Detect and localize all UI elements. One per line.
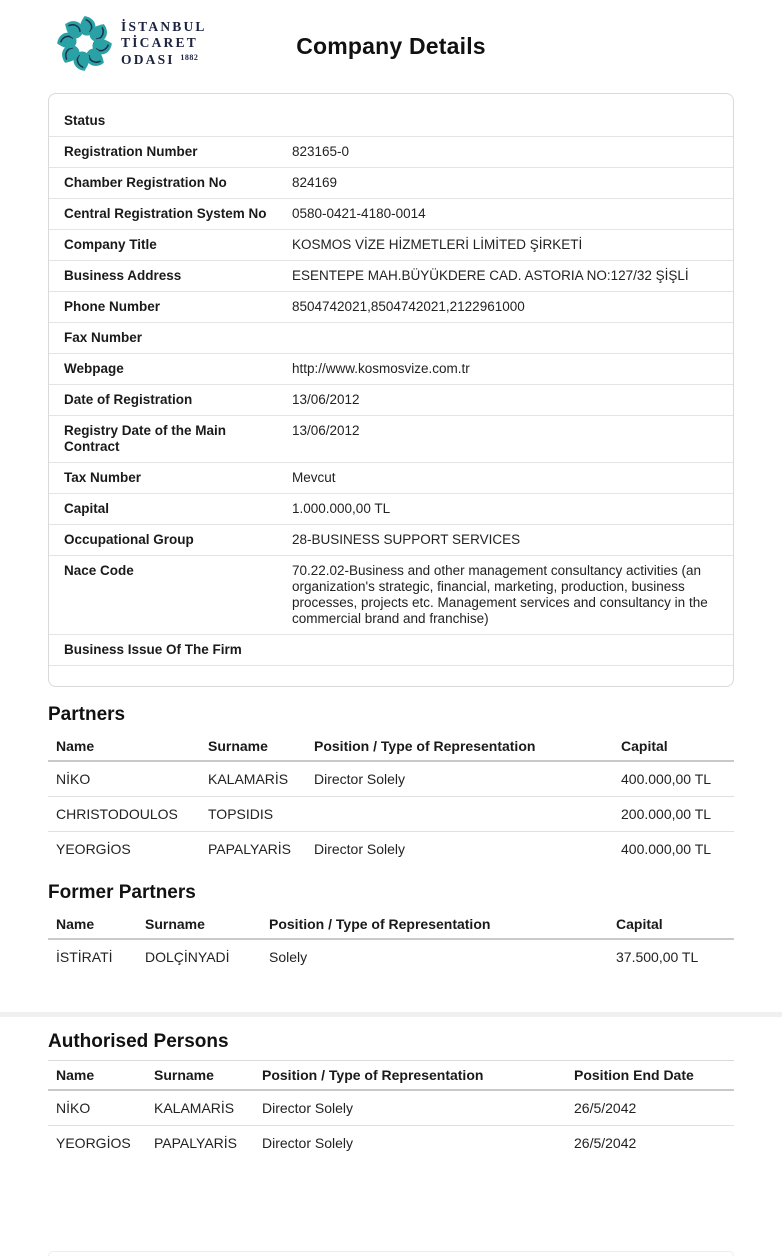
details-label: Webpage: [64, 361, 124, 376]
cell-capital: 200.000,00 TL: [621, 806, 712, 822]
page-break-divider: [0, 1012, 782, 1017]
table-row: [48, 1091, 734, 1126]
details-label: Occupational Group: [64, 532, 194, 547]
details-row: [49, 261, 733, 292]
logo-line-3: ODASI $^{1882}$: [121, 52, 199, 68]
table-row: [48, 940, 734, 974]
header: [0, 0, 782, 93]
page-title: Company Details: [296, 33, 486, 59]
details-row: [49, 525, 733, 556]
details-label: Central Registration System No: [64, 206, 267, 221]
details-row: [49, 494, 733, 525]
details-label: Chamber Registration No: [64, 175, 227, 190]
cell-name: YEORGİOS: [56, 1135, 131, 1151]
column-header-position: Position / Type of Representation: [314, 738, 536, 754]
details-row: [49, 556, 733, 635]
details-label: Status: [64, 113, 106, 128]
details-label: Fax Number: [64, 330, 143, 345]
details-label: Capital: [64, 501, 110, 516]
column-header-position: Position / Type of Representation: [262, 1067, 484, 1083]
cell-position: Director Solely: [262, 1135, 354, 1151]
cell-capital: 400.000,00 TL: [621, 771, 712, 787]
column-header-position-end-date: Position End Date: [574, 1067, 694, 1083]
details-value: 0580-0421-4180-0014: [292, 206, 426, 221]
details-value: 13/06/2012: [292, 392, 360, 407]
logo-year: 1882: [180, 53, 199, 63]
details-row: [49, 106, 733, 137]
cell-position: Director Solely: [314, 771, 406, 787]
logo-line-1: İSTANBUL: [121, 19, 207, 35]
former-partners-table-header-row: [48, 910, 734, 940]
table-row: [48, 797, 734, 832]
cell-surname: DOLÇİNYADİ: [145, 949, 230, 965]
details-value: KOSMOS VİZE HİZMETLERİ LİMİTED ŞİRKETİ: [292, 237, 583, 252]
cell-name: NİKO: [56, 771, 91, 787]
details-row: [49, 292, 733, 323]
partners-table-header-row: [48, 732, 734, 762]
column-header-capital: Capital: [621, 738, 668, 754]
former-partners-table: [48, 910, 734, 974]
details-row: [49, 199, 733, 230]
details-value: Mevcut: [292, 470, 336, 485]
details-row: [49, 230, 733, 261]
column-header-surname: Surname: [154, 1067, 214, 1083]
details-value: 13/06/2012: [292, 423, 360, 438]
details-card-footer-spacer: [49, 666, 733, 686]
details-value: ESENTEPE MAH.BÜYÜKDERE CAD. ASTORIA NO:127/32 ŞİŞLİ: [292, 268, 689, 283]
cell-position: Director Solely: [314, 841, 406, 857]
table-row: [48, 762, 734, 797]
partners-section-heading: Partners: [48, 704, 126, 725]
details-label: Phone Number: [64, 299, 161, 314]
authorised-persons-table: [48, 1061, 734, 1160]
details-label: Company Title: [64, 237, 157, 252]
details-row: [49, 323, 733, 354]
details-row: [49, 463, 733, 494]
column-header-name: Name: [56, 1067, 95, 1083]
cell-position: [306, 797, 613, 831]
cell-position-end-date: 26/5/2042: [574, 1135, 637, 1151]
column-header-position: Position / Type of Representation: [269, 916, 491, 932]
column-header-surname: Surname: [145, 916, 205, 932]
details-value: 8504742021,8504742021,2122961000: [292, 299, 525, 314]
details-value: 824169: [292, 175, 338, 190]
details-row: [49, 635, 733, 666]
cell-position-end-date: 26/5/2042: [574, 1100, 637, 1116]
cell-capital: 400.000,00 TL: [621, 841, 712, 857]
logo-line-2: TİCARET: [121, 34, 198, 50]
former-partners-section-heading: Former Partners: [48, 882, 196, 903]
content: [0, 93, 782, 1160]
details-row: [49, 416, 733, 463]
cell-surname: KALAMARİS: [154, 1100, 235, 1116]
details-row: [49, 137, 733, 168]
next-card-top-edge: [48, 1251, 734, 1256]
cell-position: Director Solely: [262, 1100, 354, 1116]
details-label: Registry Date of the Main Contract: [64, 423, 227, 454]
details-label: Business Issue Of The Firm: [64, 642, 242, 657]
cell-name: İSTİRATİ: [56, 949, 113, 965]
table-row: [48, 1126, 734, 1160]
cell-capital: 37.500,00 TL: [616, 949, 699, 965]
column-header-capital: Capital: [616, 916, 663, 932]
column-header-surname: Surname: [208, 738, 268, 754]
cell-surname: PAPALYARİS: [154, 1135, 237, 1151]
authorised-persons-table-header-row: [48, 1061, 734, 1091]
partners-table: [48, 732, 734, 866]
details-value: [292, 323, 733, 353]
cell-name: CHRISTODOULOS: [56, 806, 178, 822]
details-value: 1.000.000,00 TL: [292, 501, 391, 516]
cell-surname: TOPSIDIS: [208, 806, 274, 822]
cell-name: YEORGİOS: [56, 841, 131, 857]
details-label: Date of Registration: [64, 392, 193, 407]
details-row: [49, 385, 733, 416]
details-value: 823165-0: [292, 144, 350, 159]
details-value: [292, 635, 733, 665]
details-label: Tax Number: [64, 470, 142, 485]
details-label: Nace Code: [64, 563, 134, 578]
details-label: Business Address: [64, 268, 182, 283]
column-header-name: Name: [56, 738, 95, 754]
table-row: [48, 832, 734, 866]
details-row: [49, 354, 733, 385]
column-header-name: Name: [56, 916, 95, 932]
cell-position: Solely: [269, 949, 308, 965]
details-value: [292, 106, 733, 136]
cell-surname: KALAMARİS: [208, 771, 289, 787]
details-row: [49, 168, 733, 199]
cell-name: NİKO: [56, 1100, 91, 1116]
authorised-persons-section-heading: Authorised Persons: [48, 1031, 734, 1061]
details-value: 70.22.02-Business and other management consultancy activities (an organization's strategic, financial, marketing, production, business processes, projects etc. Management services and consultancy in the commercial brand and franchise): [292, 563, 708, 626]
details-value: http://www.kosmosvize.com.tr: [292, 361, 470, 376]
cell-surname: PAPALYARİS: [208, 841, 291, 857]
company-details-card: [48, 93, 734, 687]
details-value: 28-BUSINESS SUPPORT SERVICES: [292, 532, 521, 547]
details-label: Registration Number: [64, 144, 198, 159]
